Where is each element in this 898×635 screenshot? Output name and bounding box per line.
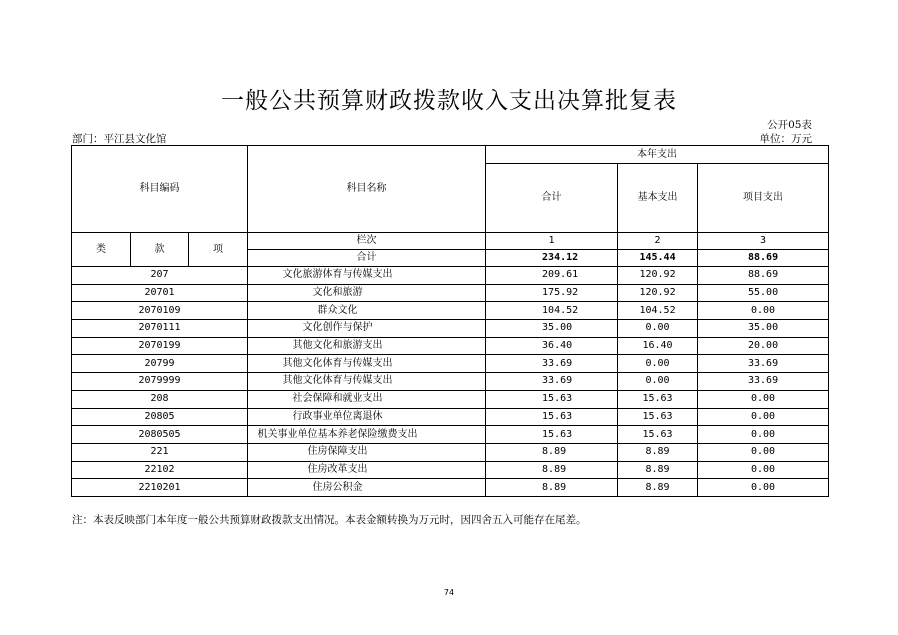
budget-table: [71, 145, 829, 497]
row-project: 20.00: [698, 337, 829, 355]
row-name: 其他文化体育与传媒支出: [248, 355, 486, 373]
table-row: [72, 355, 829, 373]
table-row: [72, 461, 829, 479]
row-code: 221: [72, 443, 248, 461]
row-basic: 120.92: [618, 284, 698, 302]
row-name: 群众文化: [248, 302, 486, 320]
row-project: 0.00: [698, 408, 829, 426]
row-name: 文化旅游体育与传媒支出: [248, 267, 486, 285]
row-name: 行政事业单位离退休: [248, 408, 486, 426]
header-row-index: [72, 233, 829, 250]
unit-label: 单位：万元: [759, 133, 812, 145]
row-project: 0.00: [698, 302, 829, 320]
table-row: [72, 426, 829, 444]
row-basic: 0.00: [618, 355, 698, 373]
row-code: 207: [72, 267, 248, 285]
table-row: [72, 337, 829, 355]
header-col2: 2: [618, 233, 698, 250]
row-code: 20701: [72, 284, 248, 302]
row-total: 33.69: [486, 373, 618, 391]
header-year-expense: 本年支出: [486, 146, 829, 164]
table-row: [72, 373, 829, 391]
header-lei: 类: [72, 233, 131, 267]
row-name: 其他文化体育与传媒支出: [248, 373, 486, 391]
row-code: 22102: [72, 461, 248, 479]
department-label: 部门：平江县文化馆: [72, 133, 167, 145]
total-total: 234.12: [486, 250, 618, 267]
row-basic: 0.00: [618, 373, 698, 391]
row-project: 0.00: [698, 443, 829, 461]
page-title: 一般公共预算财政拨款收入支出决算批复表: [221, 88, 677, 114]
table-row: [72, 443, 829, 461]
row-total: 8.89: [486, 443, 618, 461]
row-code: 20805: [72, 408, 248, 426]
row-name: 其他文化和旅游支出: [248, 337, 486, 355]
row-name: 住房保障支出: [248, 443, 486, 461]
page-number: 74: [443, 588, 455, 597]
row-name: 文化创作与保护: [248, 320, 486, 338]
row-total: 33.69: [486, 355, 618, 373]
row-basic: 15.63: [618, 390, 698, 408]
row-total: 15.63: [486, 426, 618, 444]
total-label: 合计: [248, 250, 486, 267]
row-project: 0.00: [698, 461, 829, 479]
row-name: 文化和旅游: [248, 284, 486, 302]
row-basic: 16.40: [618, 337, 698, 355]
row-code: 2210201: [72, 479, 248, 497]
row-total: 8.89: [486, 479, 618, 497]
row-code: 2079999: [72, 373, 248, 391]
header-col1: 1: [486, 233, 618, 250]
row-project: 88.69: [698, 267, 829, 285]
row-basic: 0.00: [618, 320, 698, 338]
row-code: 2070111: [72, 320, 248, 338]
header-project: 项目支出: [698, 164, 829, 233]
header-kuan: 款: [131, 233, 189, 267]
row-total: 104.52: [486, 302, 618, 320]
row-total: 35.00: [486, 320, 618, 338]
header-column-label: 栏次: [248, 233, 486, 250]
row-total: 36.40: [486, 337, 618, 355]
row-code: 2070199: [72, 337, 248, 355]
row-total: 175.92: [486, 284, 618, 302]
table-row: [72, 479, 829, 497]
row-project: 33.69: [698, 373, 829, 391]
row-basic: 15.63: [618, 426, 698, 444]
header-name: 科目名称: [248, 146, 486, 233]
table-row: [72, 284, 829, 302]
header-col3: 3: [698, 233, 829, 250]
header-basic: 基本支出: [618, 164, 698, 233]
header-xiang: 项: [189, 233, 248, 267]
row-name: 住房改革支出: [248, 461, 486, 479]
row-total: 15.63: [486, 390, 618, 408]
header-total: 合计: [486, 164, 618, 233]
form-code: 公开05表: [767, 119, 812, 131]
row-total: 8.89: [486, 461, 618, 479]
row-name: 机关事业单位基本养老保险缴费支出: [248, 426, 486, 444]
row-project: 0.00: [698, 426, 829, 444]
footnote: 注：本表反映部门本年度一般公共预算财政拨款支出情况。本表金额转换为万元时，因四舍五入可能存在尾差。: [72, 514, 587, 526]
row-project: 55.00: [698, 284, 829, 302]
row-name: 住房公积金: [248, 479, 486, 497]
row-name: 社会保障和就业支出: [248, 390, 486, 408]
row-total: 209.61: [486, 267, 618, 285]
row-basic: 8.89: [618, 479, 698, 497]
row-basic: 8.89: [618, 461, 698, 479]
row-basic: 120.92: [618, 267, 698, 285]
table-row: [72, 302, 829, 320]
row-code: 208: [72, 390, 248, 408]
row-basic: 104.52: [618, 302, 698, 320]
total-basic: 145.44: [618, 250, 698, 267]
row-project: 0.00: [698, 390, 829, 408]
row-basic: 15.63: [618, 408, 698, 426]
table-row: [72, 390, 829, 408]
row-code: 2080505: [72, 426, 248, 444]
table-row: [72, 408, 829, 426]
table-row: [72, 267, 829, 285]
row-project: 33.69: [698, 355, 829, 373]
row-project: 35.00: [698, 320, 829, 338]
header-code: 科目编码: [72, 146, 248, 233]
header-row-year: [72, 146, 829, 164]
table-row: [72, 320, 829, 338]
row-project: 0.00: [698, 479, 829, 497]
total-project: 88.69: [698, 250, 829, 267]
row-code: 20799: [72, 355, 248, 373]
row-code: 2070109: [72, 302, 248, 320]
row-basic: 8.89: [618, 443, 698, 461]
row-total: 15.63: [486, 408, 618, 426]
